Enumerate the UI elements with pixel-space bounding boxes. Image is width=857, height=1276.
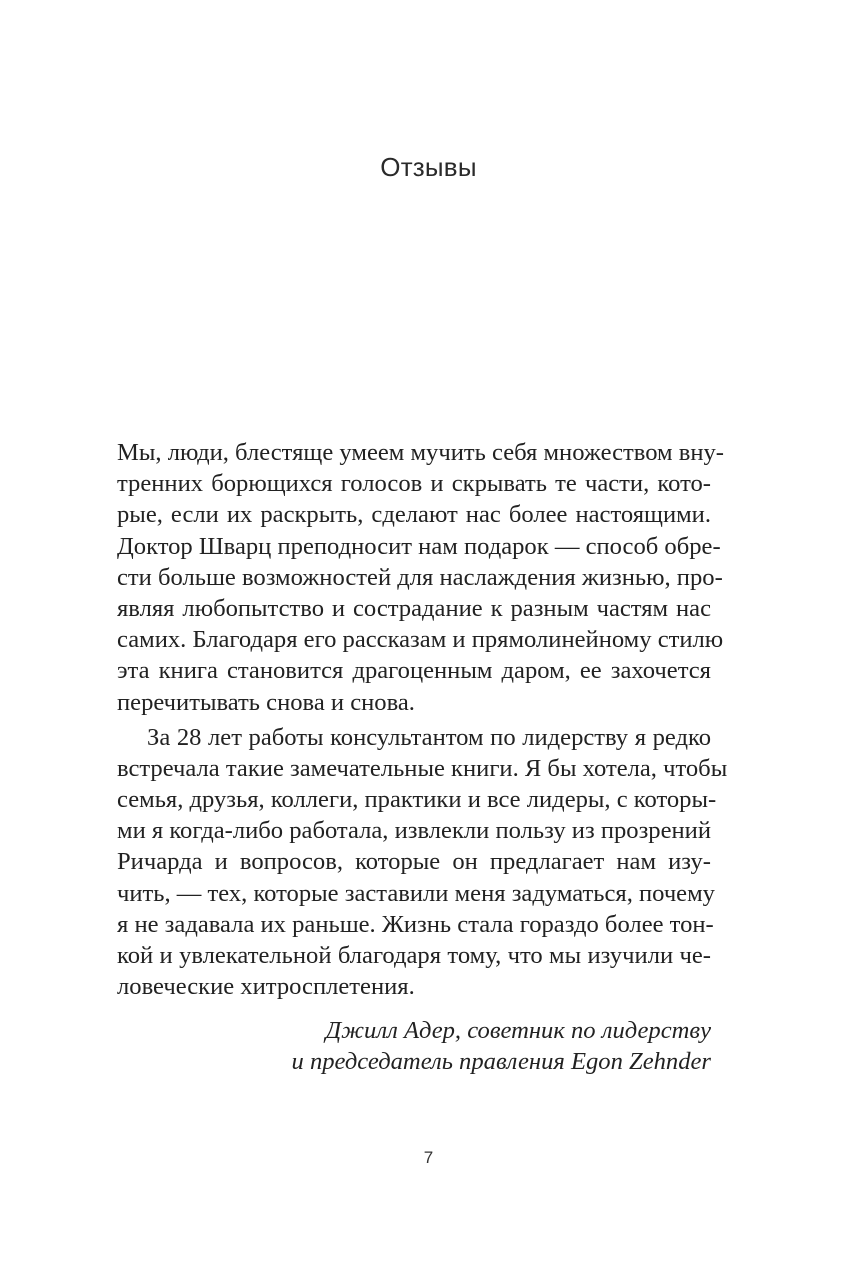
section-heading: Отзывы xyxy=(380,152,477,182)
testimonial-attribution xyxy=(292,1015,711,1077)
text-line: эта книга становится драгоценным даром, ее захочется xyxy=(117,657,711,685)
text-line: кой и увлекательной благодаря тому, что мы изучили че- xyxy=(117,942,711,969)
text-line: Доктор Шварц преподносит нам подарок — способ обре- xyxy=(117,532,721,560)
paragraph-2 xyxy=(117,722,728,1003)
text-line: перечитывать снова и снова. xyxy=(117,688,415,716)
text-line: я не задавала их раньше. Жизнь стала гораздо более тон- xyxy=(117,910,714,938)
text-line: Ричарда и вопросов, которые он предлагает нам изу- xyxy=(117,848,711,876)
page-number: 7 xyxy=(423,1148,434,1167)
text-line: тренних борющихся голосов и скрывать те части, кото- xyxy=(117,470,711,498)
attribution-line-2: и председатель правления Egon Zehnder xyxy=(291,1048,711,1075)
text-line: За 28 лет работы консультантом по лидерству я редко xyxy=(147,723,711,751)
attribution-line-1: Джилл Адер, советник по лидерству xyxy=(325,1017,711,1044)
paragraph-1 xyxy=(117,437,725,718)
text-line: являя любопытство и сострадание к разным частям нас xyxy=(117,594,711,622)
testimonial-body xyxy=(117,437,728,1002)
text-line: рые, если их раскрыть, сделают нас более настоящими. xyxy=(117,501,711,529)
text-line: сти больше возможностей для наслаждения жизнью, про- xyxy=(117,563,723,591)
text-line: семья, друзья, коллеги, практики и все лидеры, с которы- xyxy=(117,786,717,814)
text-line: ми я когда-либо работала, извлекли пользу из прозрений xyxy=(117,817,711,845)
text-line: ловеческие хитросплетения. xyxy=(117,973,415,1001)
text-line: встречала такие замечательные книги. Я бы хотела, чтобы xyxy=(117,754,728,782)
text-line: чить, — тех, которые заставили меня задуматься, почему xyxy=(117,879,715,907)
text-line: самих. Благодаря его рассказам и прямолинейному стилю xyxy=(117,626,724,654)
text-line: Мы, люди, блестяще умеем мучить себя множеством вну- xyxy=(117,439,725,466)
